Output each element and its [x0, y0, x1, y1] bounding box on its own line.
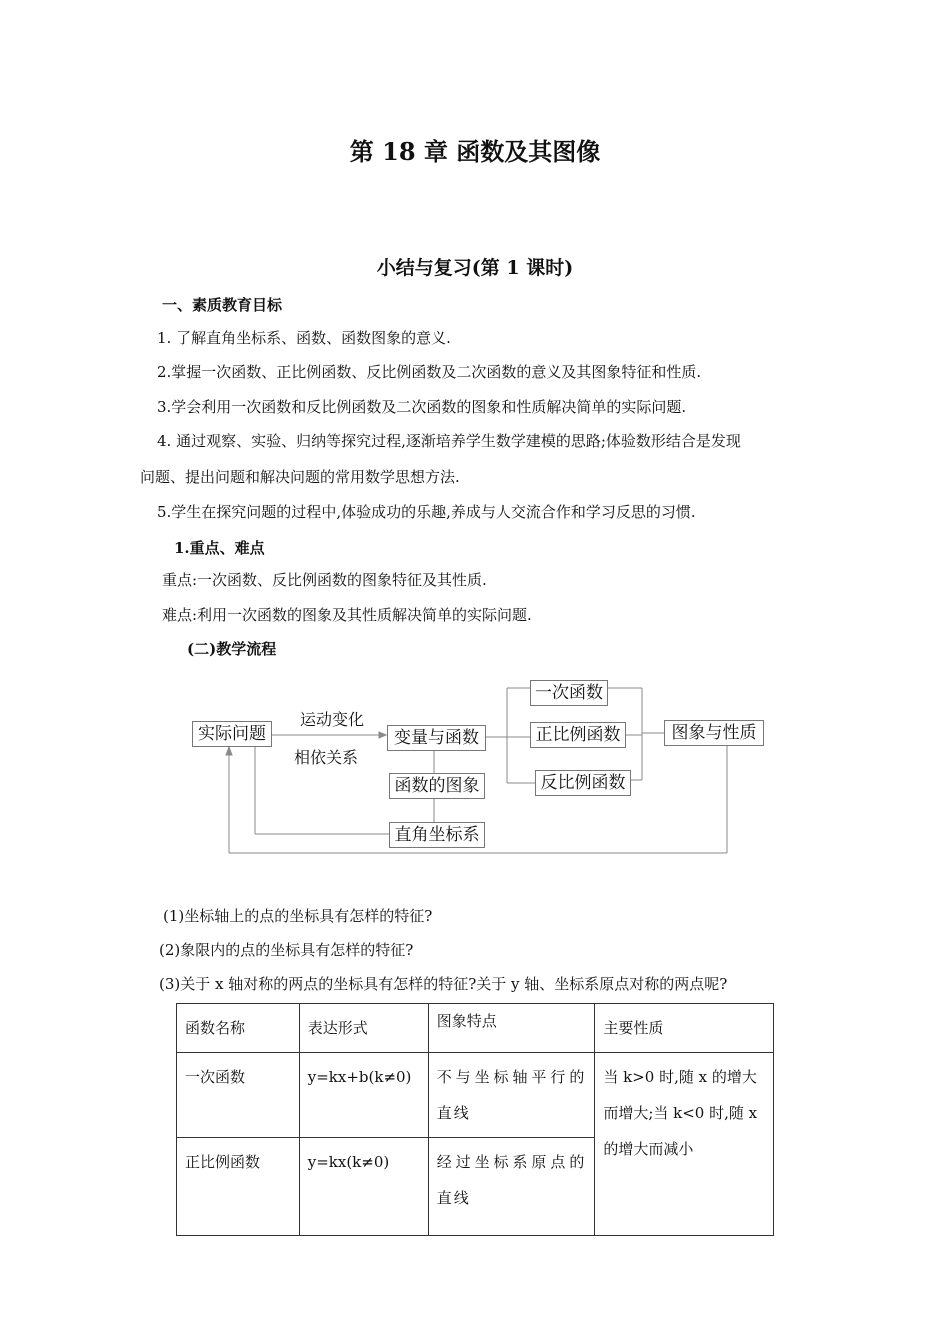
flow-node-proportional-function: 正比例函数 [530, 722, 626, 748]
table-header-cell: 表达形式 [299, 1004, 428, 1053]
table-cell-feature: 不与坐标轴平行的直线 [428, 1053, 595, 1138]
table-header-row [177, 1004, 774, 1053]
goal-item: 5.学生在探究问题的过程中,体验成功的乐趣,养成与人交流合作和学习反思的习惯. [157, 503, 696, 521]
table-cell-name: 正比例函数 [177, 1138, 300, 1236]
goal-item: 3.学会利用一次函数和反比例函数及二次函数的图象和性质解决简单的实际问题. [157, 398, 687, 416]
key-point: 重点:一次函数、反比例函数的图象特征及其性质. [162, 571, 487, 589]
difficult-point: 难点:利用一次函数的图象及其性质解决简单的实际问题. [162, 606, 532, 624]
section-heading-key-points: 1.重点、难点 [174, 539, 265, 557]
table-header-cell: 图象特点 [428, 1004, 595, 1053]
question-item: (3)关于 x 轴对称的两点的坐标具有怎样的特征?关于 y 轴、坐标系原点对称的两点呢? [159, 975, 728, 993]
flow-node-coordinate-system: 直角坐标系 [389, 822, 485, 848]
section-heading-flow: (二)教学流程 [187, 640, 277, 658]
table-header-cell: 主要性质 [595, 1004, 774, 1053]
table-header-cell: 函数名称 [177, 1004, 300, 1053]
table-cell-property: 当 k>0 时,随 x 的增大而增大;当 k<0 时,随 x 的增大而减小 [595, 1053, 774, 1236]
flow-node-graph-properties: 图象与性质 [664, 720, 764, 746]
lesson-subtitle: 小结与复习(第 1 课时) [376, 257, 574, 279]
function-summary-table [176, 1003, 774, 1236]
flow-label-dependency: 相依关系 [294, 748, 359, 767]
question-item: (1)坐标轴上的点的坐标具有怎样的特征? [163, 907, 433, 925]
page-title: 第 18 章 函数及其图像 [349, 137, 601, 166]
flow-node-function-graph: 函数的图象 [389, 773, 485, 799]
table-cell-form: y=kx(k≠0) [299, 1138, 428, 1236]
flow-node-inverse-function: 反比例函数 [535, 770, 631, 796]
goal-item: 4. 通过观察、实验、归纳等探究过程,逐渐培养学生数学建模的思路;体验数形结合是发现 [157, 432, 741, 450]
table-cell-form: y=kx+b(k≠0) [299, 1053, 428, 1138]
table-cell-feature: 经过坐标系原点的直线 [428, 1138, 595, 1236]
flow-label-motion-change: 运动变化 [300, 710, 365, 729]
table-cell-name: 一次函数 [177, 1053, 300, 1138]
goal-item: 2.掌握一次函数、正比例函数、反比例函数及二次函数的意义及其图象特征和性质. [157, 363, 702, 381]
goal-item-continuation: 问题、提出问题和解决问题的常用数学思想方法. [140, 468, 460, 486]
section-heading-goals: 一、素质教育目标 [162, 296, 283, 314]
table-row [177, 1053, 774, 1138]
goal-item: 1. 了解直角坐标系、函数、函数图象的意义. [157, 329, 451, 347]
question-item: (2)象限内的点的坐标具有怎样的特征? [159, 941, 414, 959]
flow-node-real-problem: 实际问题 [192, 721, 272, 747]
flow-node-linear-function: 一次函数 [530, 680, 608, 706]
flow-node-variable-function: 变量与函数 [387, 725, 486, 751]
